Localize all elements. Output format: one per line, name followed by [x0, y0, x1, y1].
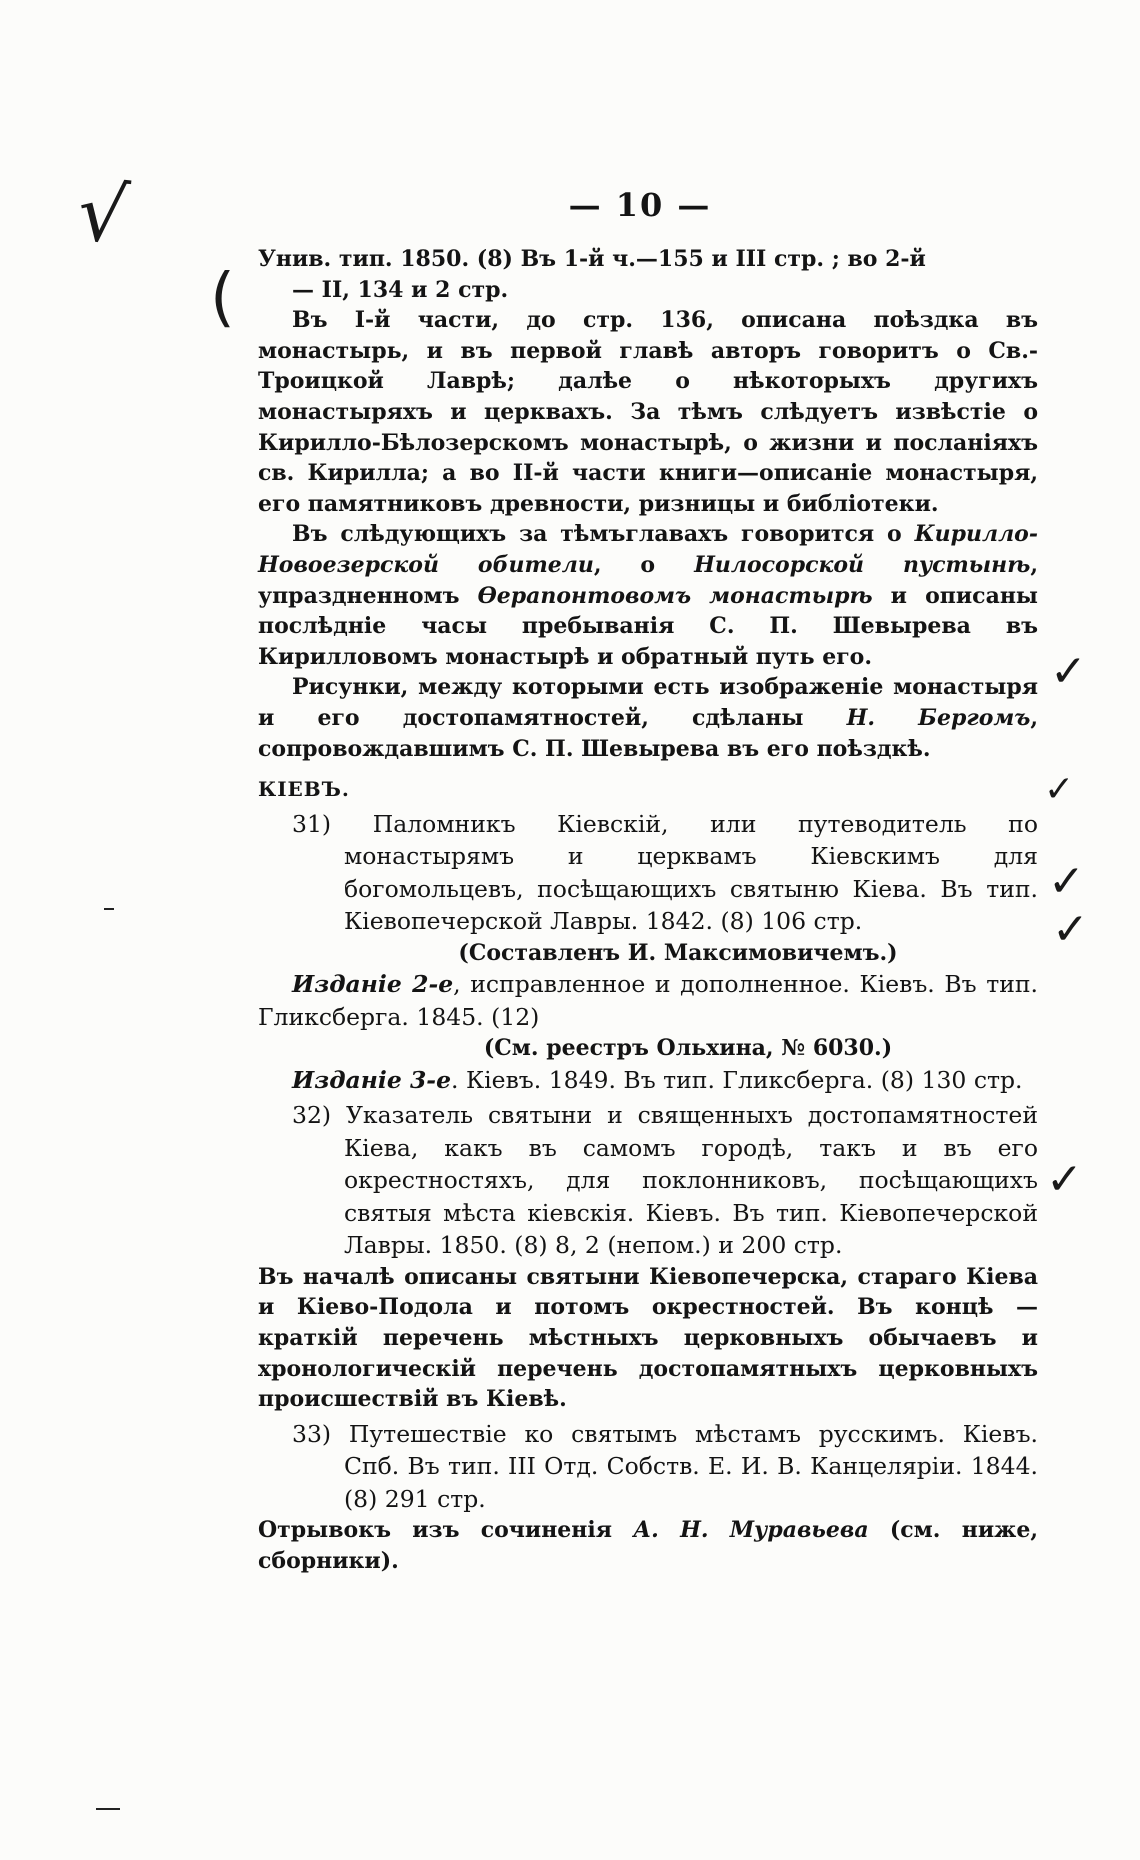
entry-31-edition-2-note: (См. реестръ Ольхина, № 6030.): [483, 1035, 893, 1062]
intro-line-1: Унив. тип. 1850. (8) Въ 1-й ч.—155 и III стр. ; во 2-й: [258, 246, 926, 272]
entry-32: 32) Указатель святыни и священныхъ достопамятностей Кіева, какъ въ самомъ городѣ, такъ и въ его окрестностяхъ, для поклонниковъ, посѣщающихъ святыя мѣста кіевскія. Кіевъ. Въ тип. Кіевопечерской Лавры. 1850. (8) 8, 2 (непом.) и 200 стр.: [292, 1101, 1038, 1260]
entry-31-edition-3: Изданіе 3-е. Кіевъ. 1849. Въ тип. Гликсберга. (8) 130 стр.: [292, 1065, 1023, 1094]
margin-check-33: ✓: [1046, 1154, 1083, 1205]
entry-31: 31) Паломникъ Кіевскій, или путеводитель по монастырямъ и церквамъ Кіевскимъ для богомольцевъ, посѣщающихъ святыню Кіева. Въ тип. Кіевопечерской Лавры. 1842. (8) 106 стр.: [292, 809, 1038, 936]
margin-check-ed3: ✓: [1048, 856, 1085, 907]
section-title: КІЕВЪ.: [258, 777, 350, 802]
entry-31-note: (Составленъ И. Максимовичемъ.): [458, 939, 898, 966]
scan-mark: [96, 1808, 120, 1810]
entry-33-description: Отрывокъ изъ сочиненія А. Н. Муравьева (см. ниже, сборники).: [258, 1517, 1039, 1574]
entry-33: 33) Путешествіе ко святымъ мѣстамъ русскимъ. Кіевъ. Спб. Въ тип. III Отд. Собств. Е. И. В. Канцеляріи. 1844. (8) 291 стр.: [292, 1419, 1038, 1513]
margin-check-top-left: √: [73, 167, 133, 263]
page-number: — 10 —: [568, 186, 712, 224]
intro-paragraph-1: Въ I-й части, до стр. 136, описана поѣздка въ монастырь, и въ первой главѣ авторъ говоритъ о Св.-Троицкой Лаврѣ; далѣе о нѣкоторыхъ другихъ монастыряхъ и церквахъ. За тѣмъ слѣдуетъ извѣстіе о Кирилло-Бѣлозерскомъ монастырѣ, о жизни и посланіяхъ св. Кирилла; а во II-й части книги—описаніе монастыря, его памятниковъ древности, ризницы и библіотеки.: [258, 307, 1038, 517]
margin-check-32: ✓: [1052, 904, 1089, 955]
scan-mark: [104, 908, 114, 910]
margin-check-ed2: ✓: [1044, 769, 1075, 810]
intro-line-2: — II, 134 и 2 стр.: [292, 276, 509, 303]
page-body: [258, 244, 1038, 1577]
entry-31-edition-2: Изданіе 2-е, исправленное и дополненное. Кіевъ. Въ тип. Гликсберга. 1845. (12): [258, 970, 1038, 1031]
entry-32-description: Въ началѣ описаны святыни Кіевопечерска, стараго Кіева и Кіево-Подола и потомъ окрестностей. Въ концѣ — краткій перечень мѣстныхъ церковныхъ обычаевъ и хронологическій перечень достопамятныхъ церковныхъ происшествій въ Кіевѣ.: [258, 1263, 1038, 1413]
margin-check-31: ✓: [1050, 646, 1087, 697]
intro-paragraph-2: Въ слѣдующихъ за тѣмъглавахъ говорится о Кирилло-Новоезерской обители, о Нилосорской пустынѣ, упраздненномъ Ѳерапонтовомъ монастырѣ и описаны послѣдніе часы пребыванія С. П. Шевырева въ Кирилловомъ монастырѣ и обратный путь его.: [258, 521, 1038, 670]
margin-bracket: (: [210, 261, 235, 335]
intro-paragraph-3: Рисунки, между которыми есть изображеніе монастыря и его достопамятностей, сдѣланы Н. Бергомъ, сопровождавшимъ С. П. Шевырева въ его поѣздкѣ.: [258, 674, 1038, 762]
